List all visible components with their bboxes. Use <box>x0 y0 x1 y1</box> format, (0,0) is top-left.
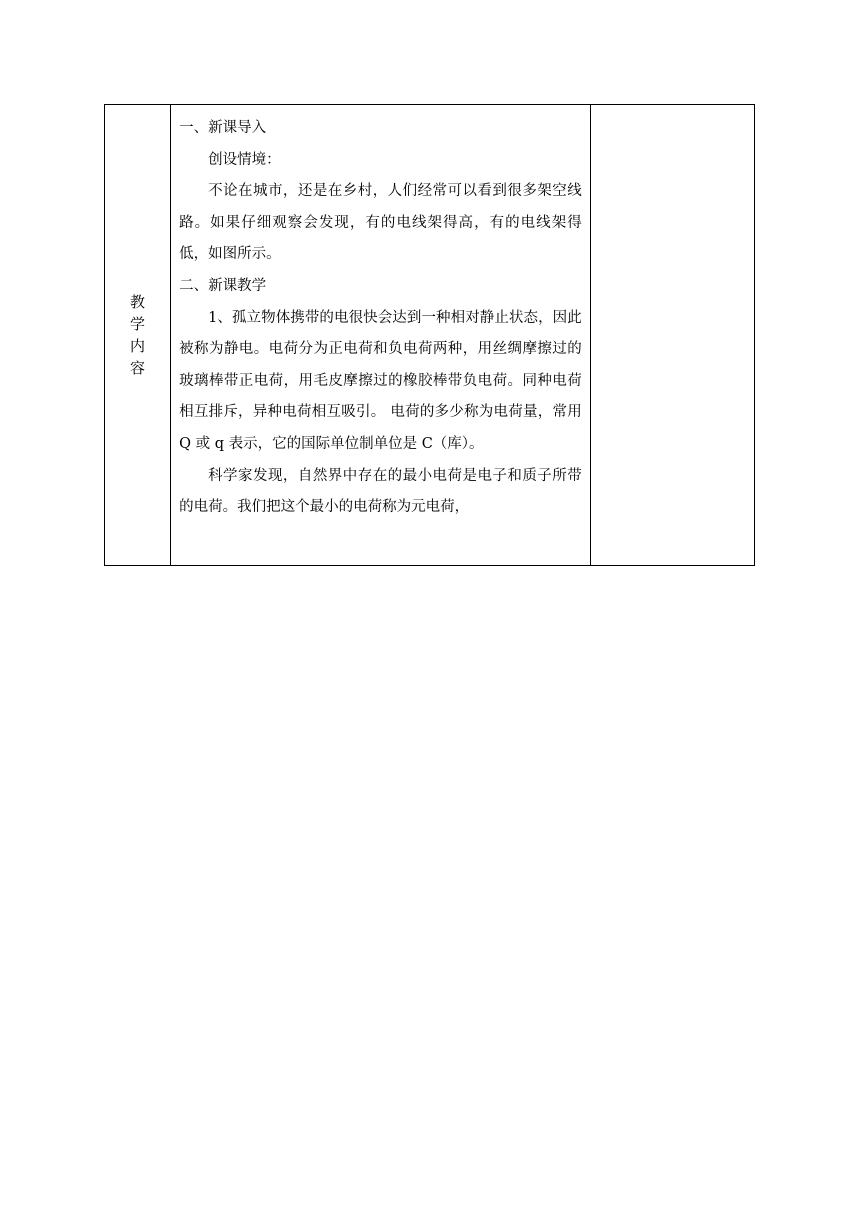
section-label-char: 学 <box>130 315 146 333</box>
heading-new-lesson-intro: 一、新课导入 <box>179 120 267 136</box>
section-label <box>130 291 145 379</box>
section-label-char: 容 <box>130 359 146 377</box>
notes-cell <box>590 105 754 566</box>
section-label-char: 内 <box>130 337 146 355</box>
paragraph-static-electricity: 1、孤立物体携带的电很快会达到一种相对静止状态，因此被称为静电。电荷分为正电荷和负电荷两种，用丝绸摩擦过的玻璃棒带正电荷，用毛皮摩擦过的橡胶棒带负电荷。同种电荷相互排斥，异种电荷相互吸引。 电荷的多少称为电荷量，常用 Q 或 q 表示，它的国际单位制单位是 C（库）。 <box>179 309 582 452</box>
section-label-cell <box>105 105 171 566</box>
lesson-plan-table <box>104 104 755 566</box>
subheading-create-scenario: 创设情境： <box>208 151 281 168</box>
paragraph-elementary-charge: 科学家发现，自然界中存在的最小电荷是电子和质子所带的电荷。我们把这个最小的电荷称为元电荷， <box>179 467 582 516</box>
content-cell <box>171 105 591 566</box>
paragraph-overhead-lines: 不论在城市，还是在乡村，人们经常可以看到很多架空线路。如果仔细观察会发现，有的电线架得高，有的电线架得低，如图所示。 <box>179 183 582 263</box>
heading-new-lesson-teaching: 二、新课教学 <box>179 277 267 294</box>
table-row <box>105 105 755 566</box>
section-label-char: 教 <box>130 293 146 311</box>
